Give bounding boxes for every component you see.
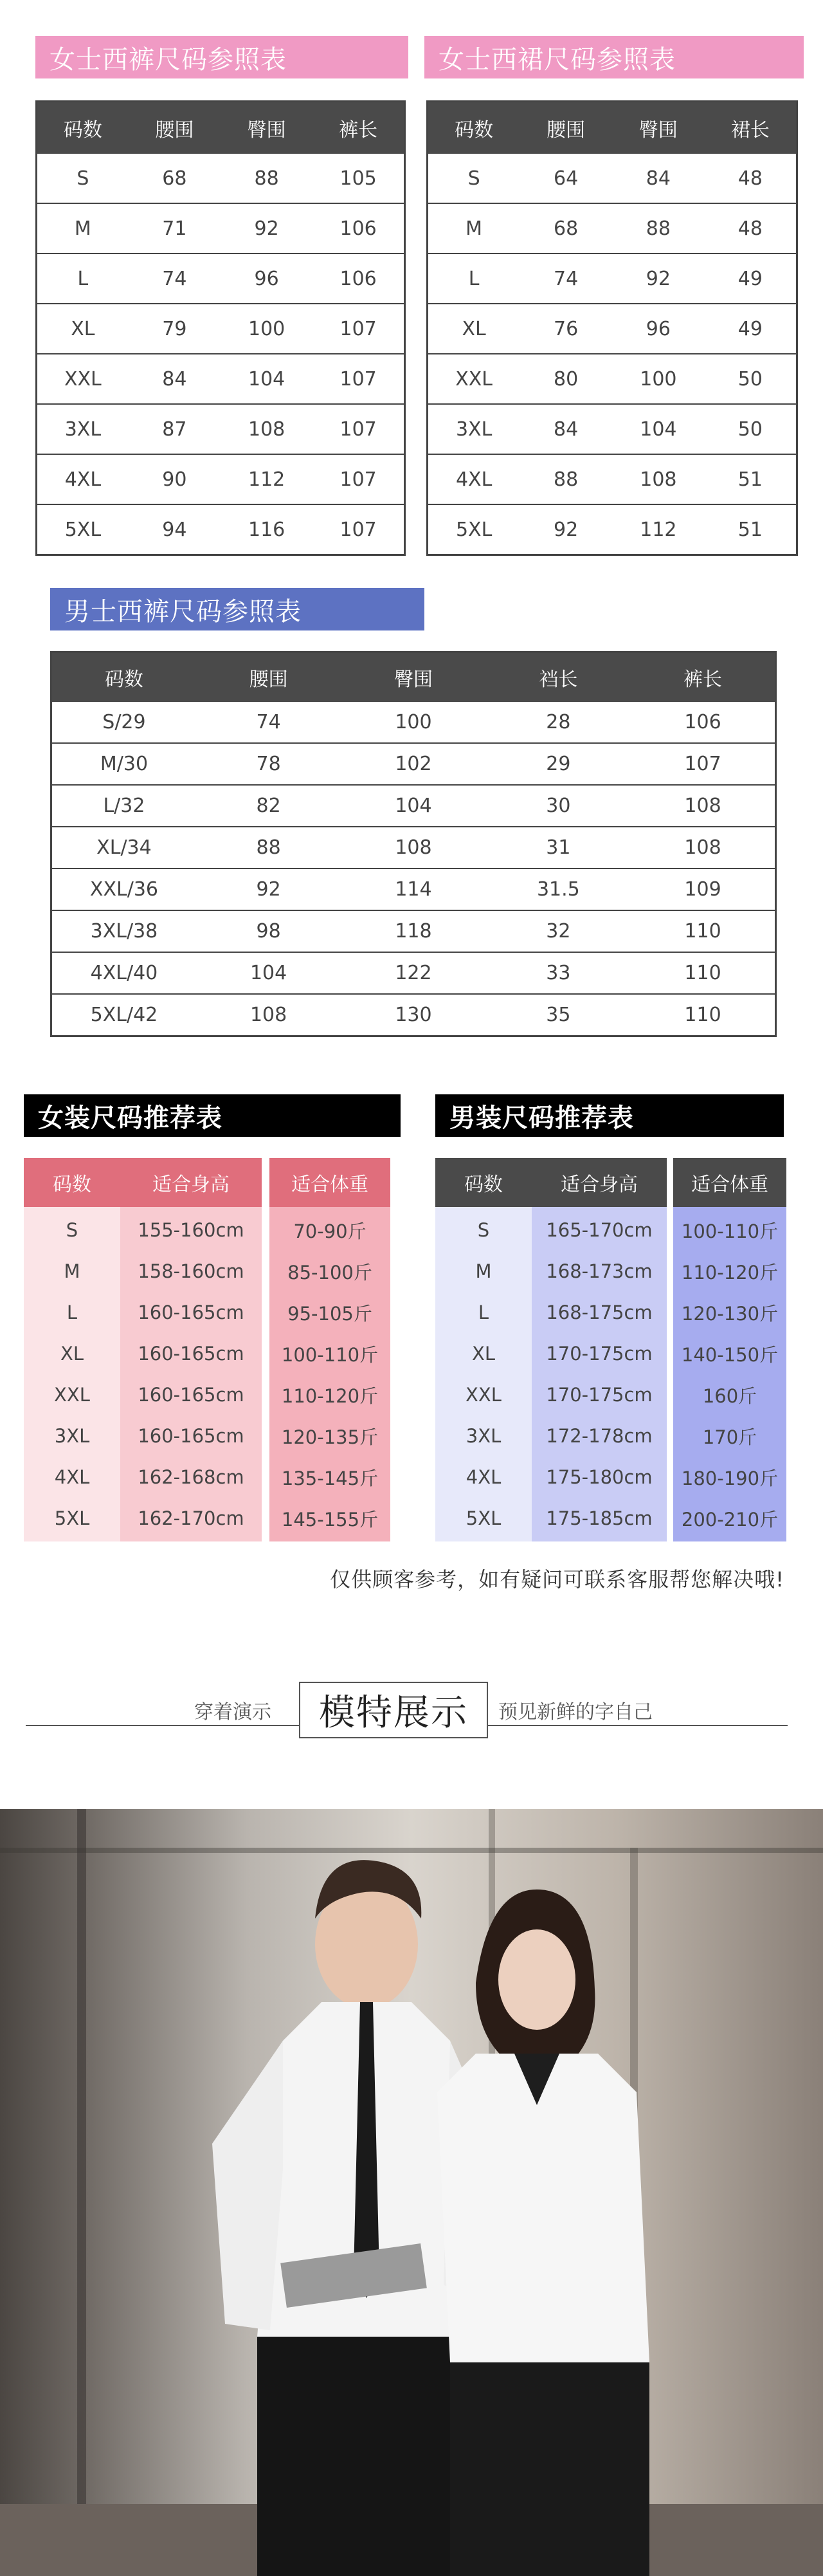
table-cell: L/32 bbox=[51, 785, 196, 827]
table-cell: 29 bbox=[486, 743, 631, 785]
table-cell: 100 bbox=[395, 711, 432, 733]
table-row bbox=[37, 404, 405, 454]
table-cell: S bbox=[467, 167, 480, 190]
table-cell: 108 bbox=[196, 994, 341, 1036]
table-cell: 90 bbox=[129, 454, 221, 504]
table-row bbox=[51, 869, 776, 910]
model-photo bbox=[0, 1809, 823, 2576]
table-cell: 110-120斤 bbox=[281, 1385, 379, 1407]
table-cell: 5XL bbox=[466, 1507, 502, 1529]
table-cell: 48 bbox=[705, 203, 797, 253]
table-cell: 200-210斤 bbox=[681, 1508, 779, 1531]
table-cell: 180-190斤 bbox=[681, 1467, 779, 1489]
column-header: 臀围 bbox=[341, 652, 485, 703]
table-cell: 175-180cm bbox=[546, 1466, 653, 1488]
table-cell: 107 bbox=[312, 404, 404, 454]
table-cell: 118 bbox=[341, 910, 485, 952]
column-header: 适合身高 bbox=[120, 1158, 262, 1207]
table-cell: 170-175cm bbox=[546, 1343, 653, 1365]
table-cell: 168-173cm bbox=[546, 1260, 653, 1282]
table-cell: 28 bbox=[546, 711, 571, 733]
table-cell: S bbox=[477, 1219, 490, 1241]
table-row bbox=[51, 952, 776, 994]
table-cell: 106 bbox=[312, 203, 404, 253]
table-cell: 5XL bbox=[37, 504, 129, 555]
table-row bbox=[37, 504, 405, 555]
table-cell: 112 bbox=[612, 504, 705, 555]
table-row bbox=[51, 994, 776, 1036]
column-header: 腰围 bbox=[520, 102, 612, 154]
table-cell: 106 bbox=[312, 253, 404, 304]
table-cell: L bbox=[428, 253, 520, 304]
table-cell: 84 bbox=[646, 167, 671, 190]
table-cell: 82 bbox=[196, 785, 341, 827]
table-cell: 88 bbox=[520, 454, 612, 504]
table-cell: 107 bbox=[312, 454, 404, 504]
table-cell: 88 bbox=[196, 827, 341, 869]
table-cell: 3XL bbox=[428, 404, 520, 454]
table-cell: 96 bbox=[612, 304, 705, 354]
column-header: 码数 bbox=[37, 102, 129, 154]
column-header: 码数 bbox=[24, 1158, 120, 1207]
table-cell: 100-110斤 bbox=[681, 1220, 779, 1242]
table-cell: 76 bbox=[520, 304, 612, 354]
table-cell: 49 bbox=[705, 253, 797, 304]
column-header: 码数 bbox=[435, 1158, 532, 1207]
table-cell: 110 bbox=[631, 910, 775, 952]
table-row bbox=[37, 203, 405, 253]
table-cell: 107 bbox=[631, 743, 775, 785]
table-cell: 50 bbox=[705, 404, 797, 454]
column-header: 码数 bbox=[51, 652, 196, 703]
table-cell: 107 bbox=[312, 504, 404, 555]
table-cell: 85-100斤 bbox=[287, 1261, 372, 1283]
table-cell: 104 bbox=[221, 354, 312, 404]
table-cell: 92 bbox=[612, 253, 705, 304]
table-cell: M bbox=[64, 1260, 80, 1282]
table-cell: 79 bbox=[129, 304, 221, 354]
table-row bbox=[37, 154, 405, 203]
table-cell: XL bbox=[471, 1343, 496, 1365]
table-cell: 109 bbox=[631, 869, 775, 910]
table-row bbox=[428, 454, 797, 504]
men-pants-title bbox=[50, 588, 424, 630]
table-cell: M/30 bbox=[51, 743, 196, 785]
women-skirt-table bbox=[426, 100, 798, 556]
table-row bbox=[51, 910, 776, 952]
column-header: 适合体重 bbox=[269, 1158, 390, 1207]
table-cell: 87 bbox=[129, 404, 221, 454]
table-cell: XL bbox=[60, 1343, 84, 1365]
table-cell: 71 bbox=[129, 203, 221, 253]
table-cell: S bbox=[77, 167, 89, 190]
table-cell: 49 bbox=[705, 304, 797, 354]
table-cell: 30 bbox=[486, 785, 631, 827]
table-cell: 170斤 bbox=[702, 1426, 757, 1448]
table-cell: S/29 bbox=[102, 711, 146, 733]
table-cell: 100-110斤 bbox=[281, 1343, 379, 1366]
column-header: 裙长 bbox=[705, 102, 797, 154]
men-pants-table bbox=[50, 651, 777, 1037]
table-cell: 100 bbox=[221, 304, 312, 354]
table-cell: 107 bbox=[312, 304, 404, 354]
table-cell: 3XL/38 bbox=[51, 910, 196, 952]
table-cell: 168-175cm bbox=[546, 1302, 653, 1323]
table-cell: XXL/36 bbox=[51, 869, 196, 910]
table-cell: L bbox=[66, 1302, 78, 1323]
column-sizes bbox=[24, 1207, 120, 1541]
table-cell: 120-135斤 bbox=[281, 1426, 379, 1448]
men-pants-title-text: 男士西裤尺码参照表 bbox=[64, 596, 302, 627]
table-cell: 165-170cm bbox=[546, 1219, 653, 1241]
table-cell: 68 bbox=[520, 203, 612, 253]
table-row bbox=[428, 304, 797, 354]
table-cell: 98 bbox=[196, 910, 341, 952]
women-skirt-title bbox=[424, 36, 804, 78]
table-cell: 107 bbox=[312, 354, 404, 404]
table-row bbox=[37, 304, 405, 354]
showcase-title bbox=[299, 1682, 488, 1738]
table-cell: 5XL/42 bbox=[51, 994, 196, 1036]
table-cell: 31.5 bbox=[486, 869, 631, 910]
women-pants-table bbox=[35, 100, 406, 556]
table-row bbox=[37, 354, 405, 404]
table-cell: 3XL bbox=[54, 1425, 90, 1447]
table-cell: 94 bbox=[129, 504, 221, 555]
table-cell: 95-105斤 bbox=[287, 1302, 372, 1325]
column-weights bbox=[269, 1207, 390, 1541]
table-cell: M bbox=[428, 203, 520, 253]
women-pants-title-text: 女士西裤尺码参照表 bbox=[50, 44, 287, 75]
women-skirt-title-text: 女士西裙尺码参照表 bbox=[439, 44, 676, 75]
table-row bbox=[428, 354, 797, 404]
table-row bbox=[428, 253, 797, 304]
table-cell: 112 bbox=[221, 454, 312, 504]
table-cell: 162-168cm bbox=[138, 1466, 244, 1488]
table-cell: 4XL bbox=[466, 1466, 502, 1488]
men-rec-title-text: 男装尺码推荐表 bbox=[449, 1103, 634, 1133]
table-cell: 51 bbox=[705, 454, 797, 504]
table-cell: 160-165cm bbox=[138, 1384, 244, 1406]
table-cell: 50 bbox=[705, 354, 797, 404]
table-cell: M bbox=[37, 203, 129, 253]
table-cell: 100 bbox=[612, 354, 705, 404]
table-cell: 108 bbox=[221, 404, 312, 454]
table-row bbox=[51, 743, 776, 785]
table-row bbox=[428, 154, 797, 203]
table-cell: 5XL bbox=[54, 1507, 90, 1529]
table-cell: 88 bbox=[254, 167, 279, 190]
divider-right bbox=[488, 1725, 788, 1726]
table-cell: 92 bbox=[196, 869, 341, 910]
table-cell: 84 bbox=[520, 404, 612, 454]
table-cell: 74 bbox=[520, 253, 612, 304]
column-header: 裆长 bbox=[486, 652, 631, 703]
table-cell: 108 bbox=[612, 454, 705, 504]
table-cell: 130 bbox=[341, 994, 485, 1036]
table-row bbox=[51, 785, 776, 827]
table-cell: 3XL bbox=[37, 404, 129, 454]
table-row bbox=[37, 253, 405, 304]
table-cell: 96 bbox=[221, 253, 312, 304]
column-header: 腰围 bbox=[129, 102, 221, 154]
column-header: 裤长 bbox=[631, 652, 775, 703]
table-row bbox=[428, 404, 797, 454]
table-cell: 108 bbox=[631, 785, 775, 827]
table-cell: XL/34 bbox=[51, 827, 196, 869]
table-cell: 104 bbox=[341, 785, 485, 827]
table-cell: 122 bbox=[341, 952, 485, 994]
table-cell: 110 bbox=[631, 952, 775, 994]
table-cell: 92 bbox=[520, 504, 612, 555]
table-row bbox=[428, 504, 797, 555]
table-cell: 172-178cm bbox=[546, 1425, 653, 1447]
table-cell: 160-165cm bbox=[138, 1302, 244, 1323]
table-cell: 175-185cm bbox=[546, 1507, 653, 1529]
table-cell: 5XL bbox=[428, 504, 520, 555]
table-cell: 135-145斤 bbox=[281, 1467, 379, 1489]
table-cell: 51 bbox=[705, 504, 797, 555]
table-cell: 140-150斤 bbox=[681, 1343, 779, 1366]
table-cell: 114 bbox=[341, 869, 485, 910]
table-cell: XXL bbox=[54, 1384, 90, 1406]
table-cell: 105 bbox=[339, 167, 377, 190]
table-cell: 104 bbox=[612, 404, 705, 454]
table-row bbox=[51, 827, 776, 869]
table-cell: 35 bbox=[486, 994, 631, 1036]
table-cell: XXL bbox=[466, 1384, 502, 1406]
table-cell: 110-120斤 bbox=[681, 1261, 779, 1283]
table-cell: 80 bbox=[520, 354, 612, 404]
column-header: 腰围 bbox=[196, 652, 341, 703]
showcase-right-label: 预见新鲜的字自己 bbox=[498, 1701, 653, 1724]
table-cell: 116 bbox=[221, 504, 312, 555]
table-cell: 84 bbox=[129, 354, 221, 404]
table-cell: 3XL bbox=[466, 1425, 502, 1447]
table-cell: 92 bbox=[221, 203, 312, 253]
women-rec-table bbox=[24, 1158, 390, 1552]
table-cell: 158-160cm bbox=[138, 1260, 244, 1282]
table-cell: M bbox=[475, 1260, 492, 1282]
table-cell: 120-130斤 bbox=[681, 1302, 779, 1325]
table-cell: 106 bbox=[684, 711, 721, 733]
column-header: 臀围 bbox=[221, 102, 312, 154]
table-cell: 4XL bbox=[54, 1466, 90, 1488]
table-cell: 74 bbox=[129, 253, 221, 304]
men-rec-title bbox=[435, 1094, 784, 1137]
table-cell: 64 bbox=[554, 167, 579, 190]
model-photo-illustration bbox=[0, 1809, 823, 2576]
men-rec-table bbox=[435, 1158, 786, 1552]
table-cell: 110 bbox=[631, 994, 775, 1036]
table-cell: XL bbox=[428, 304, 520, 354]
table-cell: 162-170cm bbox=[138, 1507, 244, 1529]
table-cell: L bbox=[37, 253, 129, 304]
showcase-left-label: 穿着演示 bbox=[194, 1701, 271, 1724]
column-header: 码数 bbox=[428, 102, 520, 154]
table-cell: 104 bbox=[196, 952, 341, 994]
column-header: 臀围 bbox=[612, 102, 705, 154]
table-cell: 170-175cm bbox=[546, 1384, 653, 1406]
female-model bbox=[437, 1890, 649, 2576]
column-weights bbox=[673, 1207, 786, 1541]
table-cell: 102 bbox=[341, 743, 485, 785]
table-row bbox=[51, 702, 776, 743]
table-cell: 4XL bbox=[37, 454, 129, 504]
table-cell: XXL bbox=[37, 354, 129, 404]
table-cell: 74 bbox=[256, 711, 281, 733]
table-cell: 145-155斤 bbox=[281, 1508, 379, 1531]
table-cell: 31 bbox=[486, 827, 631, 869]
table-cell: 108 bbox=[631, 827, 775, 869]
table-cell: 78 bbox=[196, 743, 341, 785]
table-cell: 68 bbox=[162, 167, 187, 190]
women-rec-title bbox=[24, 1094, 401, 1137]
column-sizes bbox=[435, 1207, 532, 1541]
column-header: 裤长 bbox=[312, 102, 404, 154]
table-cell: 32 bbox=[486, 910, 631, 952]
table-cell: 48 bbox=[737, 167, 763, 190]
table-cell: S bbox=[66, 1219, 78, 1241]
table-cell: 33 bbox=[486, 952, 631, 994]
showcase-title-text: 模特展示 bbox=[319, 1692, 468, 1734]
table-cell: 4XL bbox=[428, 454, 520, 504]
table-cell: 88 bbox=[612, 203, 705, 253]
table-row bbox=[428, 203, 797, 253]
column-header: 适合体重 bbox=[673, 1158, 786, 1207]
table-cell: 70-90斤 bbox=[293, 1220, 366, 1242]
table-cell: 160-165cm bbox=[138, 1343, 244, 1365]
column-heights bbox=[120, 1207, 262, 1541]
column-heights bbox=[532, 1207, 667, 1541]
table-cell: 160斤 bbox=[702, 1385, 757, 1407]
table-cell: 4XL/40 bbox=[51, 952, 196, 994]
table-cell: 155-160cm bbox=[138, 1219, 244, 1241]
disclaimer-note: 仅供顾客参考，如有疑问可联系客服帮您解决哦! bbox=[330, 1567, 784, 1592]
table-row bbox=[37, 454, 405, 504]
table-cell: XXL bbox=[428, 354, 520, 404]
women-rec-title-text: 女装尺码推荐表 bbox=[38, 1103, 222, 1133]
divider-left bbox=[26, 1725, 299, 1726]
column-header: 适合身高 bbox=[532, 1158, 667, 1207]
table-cell: XL bbox=[37, 304, 129, 354]
table-cell: L bbox=[478, 1302, 489, 1323]
women-pants-title bbox=[35, 36, 408, 78]
table-cell: 160-165cm bbox=[138, 1425, 244, 1447]
table-cell: 108 bbox=[341, 827, 485, 869]
